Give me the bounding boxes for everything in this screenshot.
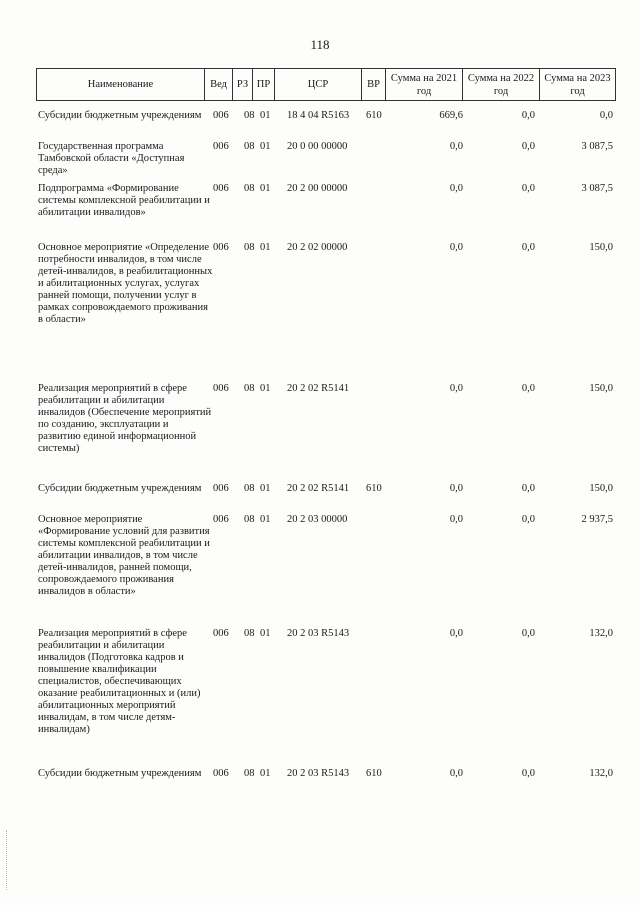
row-sum-2022: 0,0 <box>521 483 535 494</box>
row-name: Субсидии бюджетным учреждениям <box>38 768 202 779</box>
row-ved: 006 <box>213 141 229 152</box>
row-sum-2023: 0,0 <box>599 110 613 121</box>
header-vr: ВР <box>361 68 385 101</box>
row-sum-2023: 3 087,5 <box>581 141 613 152</box>
row-sum-2022: 0,0 <box>521 242 535 253</box>
header-rz: РЗ <box>232 68 252 101</box>
row-name: Субсидии бюджетным учреждениям <box>38 483 202 494</box>
row-csr: 20 0 00 00000 <box>287 141 348 152</box>
row-sum-2021: 0,0 <box>449 768 463 779</box>
row-sum-2023: 132,0 <box>589 768 613 779</box>
row-name: Реализация мероприятий в сфере реабилитации и абилитации инвалидов (Обеспечение мероприятий по созданию, эксплуатации и развитию единой информационной системы) <box>38 383 212 454</box>
row-pr: 01 <box>260 183 271 194</box>
row-rz: 08 <box>244 383 255 394</box>
row-rz: 08 <box>244 514 255 525</box>
page-number: 118 <box>310 37 330 52</box>
row-rz: 08 <box>244 141 255 152</box>
row-rz: 08 <box>244 628 255 639</box>
row-ved: 006 <box>213 183 229 194</box>
row-sum-2022: 0,0 <box>521 514 535 525</box>
row-sum-2022: 0,0 <box>521 768 535 779</box>
row-pr: 01 <box>260 383 271 394</box>
row-sum-2022: 0,0 <box>521 628 535 639</box>
row-csr: 20 2 03 R5143 <box>287 768 350 779</box>
header-ved: Вед <box>204 68 232 101</box>
row-sum-2021: 0,0 <box>449 628 463 639</box>
row-sum-2022: 0,0 <box>521 110 535 121</box>
row-ved: 006 <box>213 242 229 253</box>
row-name: Реализация мероприятий в сфере реабилитации и абилитации инвалидов (Подготовка кадров и повышение квалификации специалистов, обеспечивающих оказание реабилитационных и (или) абилитационных мероприятий инвалидам, в том числе детям-инвалидам) <box>38 628 201 735</box>
row-csr: 18 4 04 R5163 <box>287 110 350 121</box>
row-pr: 01 <box>260 514 271 525</box>
row-csr: 20 2 02 00000 <box>287 242 348 253</box>
row-pr: 01 <box>260 483 271 494</box>
row-pr: 01 <box>260 242 271 253</box>
row-pr: 01 <box>260 141 271 152</box>
scan-margin-marks <box>6 830 9 890</box>
row-csr: 20 2 00 00000 <box>287 183 348 194</box>
row-csr: 20 2 03 00000 <box>287 514 348 525</box>
row-pr: 01 <box>260 110 271 121</box>
row-rz: 08 <box>244 183 255 194</box>
header-csr: ЦСР <box>274 68 361 101</box>
row-ved: 006 <box>213 768 229 779</box>
row-vr: 610 <box>366 768 382 779</box>
row-sum-2021: 0,0 <box>449 483 463 494</box>
row-ved: 006 <box>213 110 229 121</box>
row-vr: 610 <box>366 483 382 494</box>
header-name: Наименование <box>36 68 204 101</box>
row-sum-2023: 150,0 <box>589 242 613 253</box>
row-name: Подпрограмма «Формирование системы комплексной реабилитации и абилитации инвалидов» <box>38 183 210 218</box>
row-rz: 08 <box>244 242 255 253</box>
row-ved: 006 <box>213 383 229 394</box>
row-sum-2023: 3 087,5 <box>581 183 613 194</box>
header-pr: ПР <box>252 68 274 101</box>
row-ved: 006 <box>213 628 229 639</box>
row-rz: 08 <box>244 110 255 121</box>
row-sum-2021: 0,0 <box>449 242 463 253</box>
row-sum-2021: 0,0 <box>449 183 463 194</box>
row-sum-2022: 0,0 <box>521 141 535 152</box>
row-sum-2023: 2 937,5 <box>581 514 613 525</box>
row-ved: 006 <box>213 483 229 494</box>
row-sum-2023: 150,0 <box>589 483 613 494</box>
row-sum-2022: 0,0 <box>521 383 535 394</box>
row-csr: 20 2 02 R5141 <box>287 383 350 394</box>
row-pr: 01 <box>260 628 271 639</box>
row-sum-2021: 0,0 <box>449 383 463 394</box>
row-sum-2021: 669,6 <box>439 110 463 121</box>
row-ved: 006 <box>213 514 229 525</box>
row-sum-2021: 0,0 <box>449 514 463 525</box>
header-sum-2023: Сумма на 2023 год <box>539 68 616 101</box>
row-pr: 01 <box>260 768 271 779</box>
row-rz: 08 <box>244 483 255 494</box>
row-name: Основное мероприятие «Формирование условий для развития системы комплексной реабилитации и абилитации инвалидов, в том числе детей-инвалидов, ранней помощи, сопровождаемого проживания инвалидов в области» <box>38 514 210 597</box>
row-sum-2023: 150,0 <box>589 383 613 394</box>
row-vr: 610 <box>366 110 382 121</box>
row-name: Государственная программа Тамбовской области «Доступная среда» <box>38 141 185 176</box>
header-sum-2022: Сумма на 2022 год <box>462 68 539 101</box>
row-csr: 20 2 03 R5143 <box>287 628 350 639</box>
row-csr: 20 2 02 R5141 <box>287 483 350 494</box>
row-sum-2021: 0,0 <box>449 141 463 152</box>
row-name: Основное мероприятие «Определение потребности инвалидов, в том числе детей-инвалидов, в реабилитационных и абилитационных услугах, услугах ранней помощи, получении услуг в рамках сопровождаемого проживания в области» <box>38 242 213 325</box>
row-rz: 08 <box>244 768 255 779</box>
row-sum-2023: 132,0 <box>589 628 613 639</box>
row-sum-2022: 0,0 <box>521 183 535 194</box>
row-name: Субсидии бюджетным учреждениям <box>38 110 202 121</box>
header-sum-2021: Сумма на 2021 год <box>385 68 462 101</box>
